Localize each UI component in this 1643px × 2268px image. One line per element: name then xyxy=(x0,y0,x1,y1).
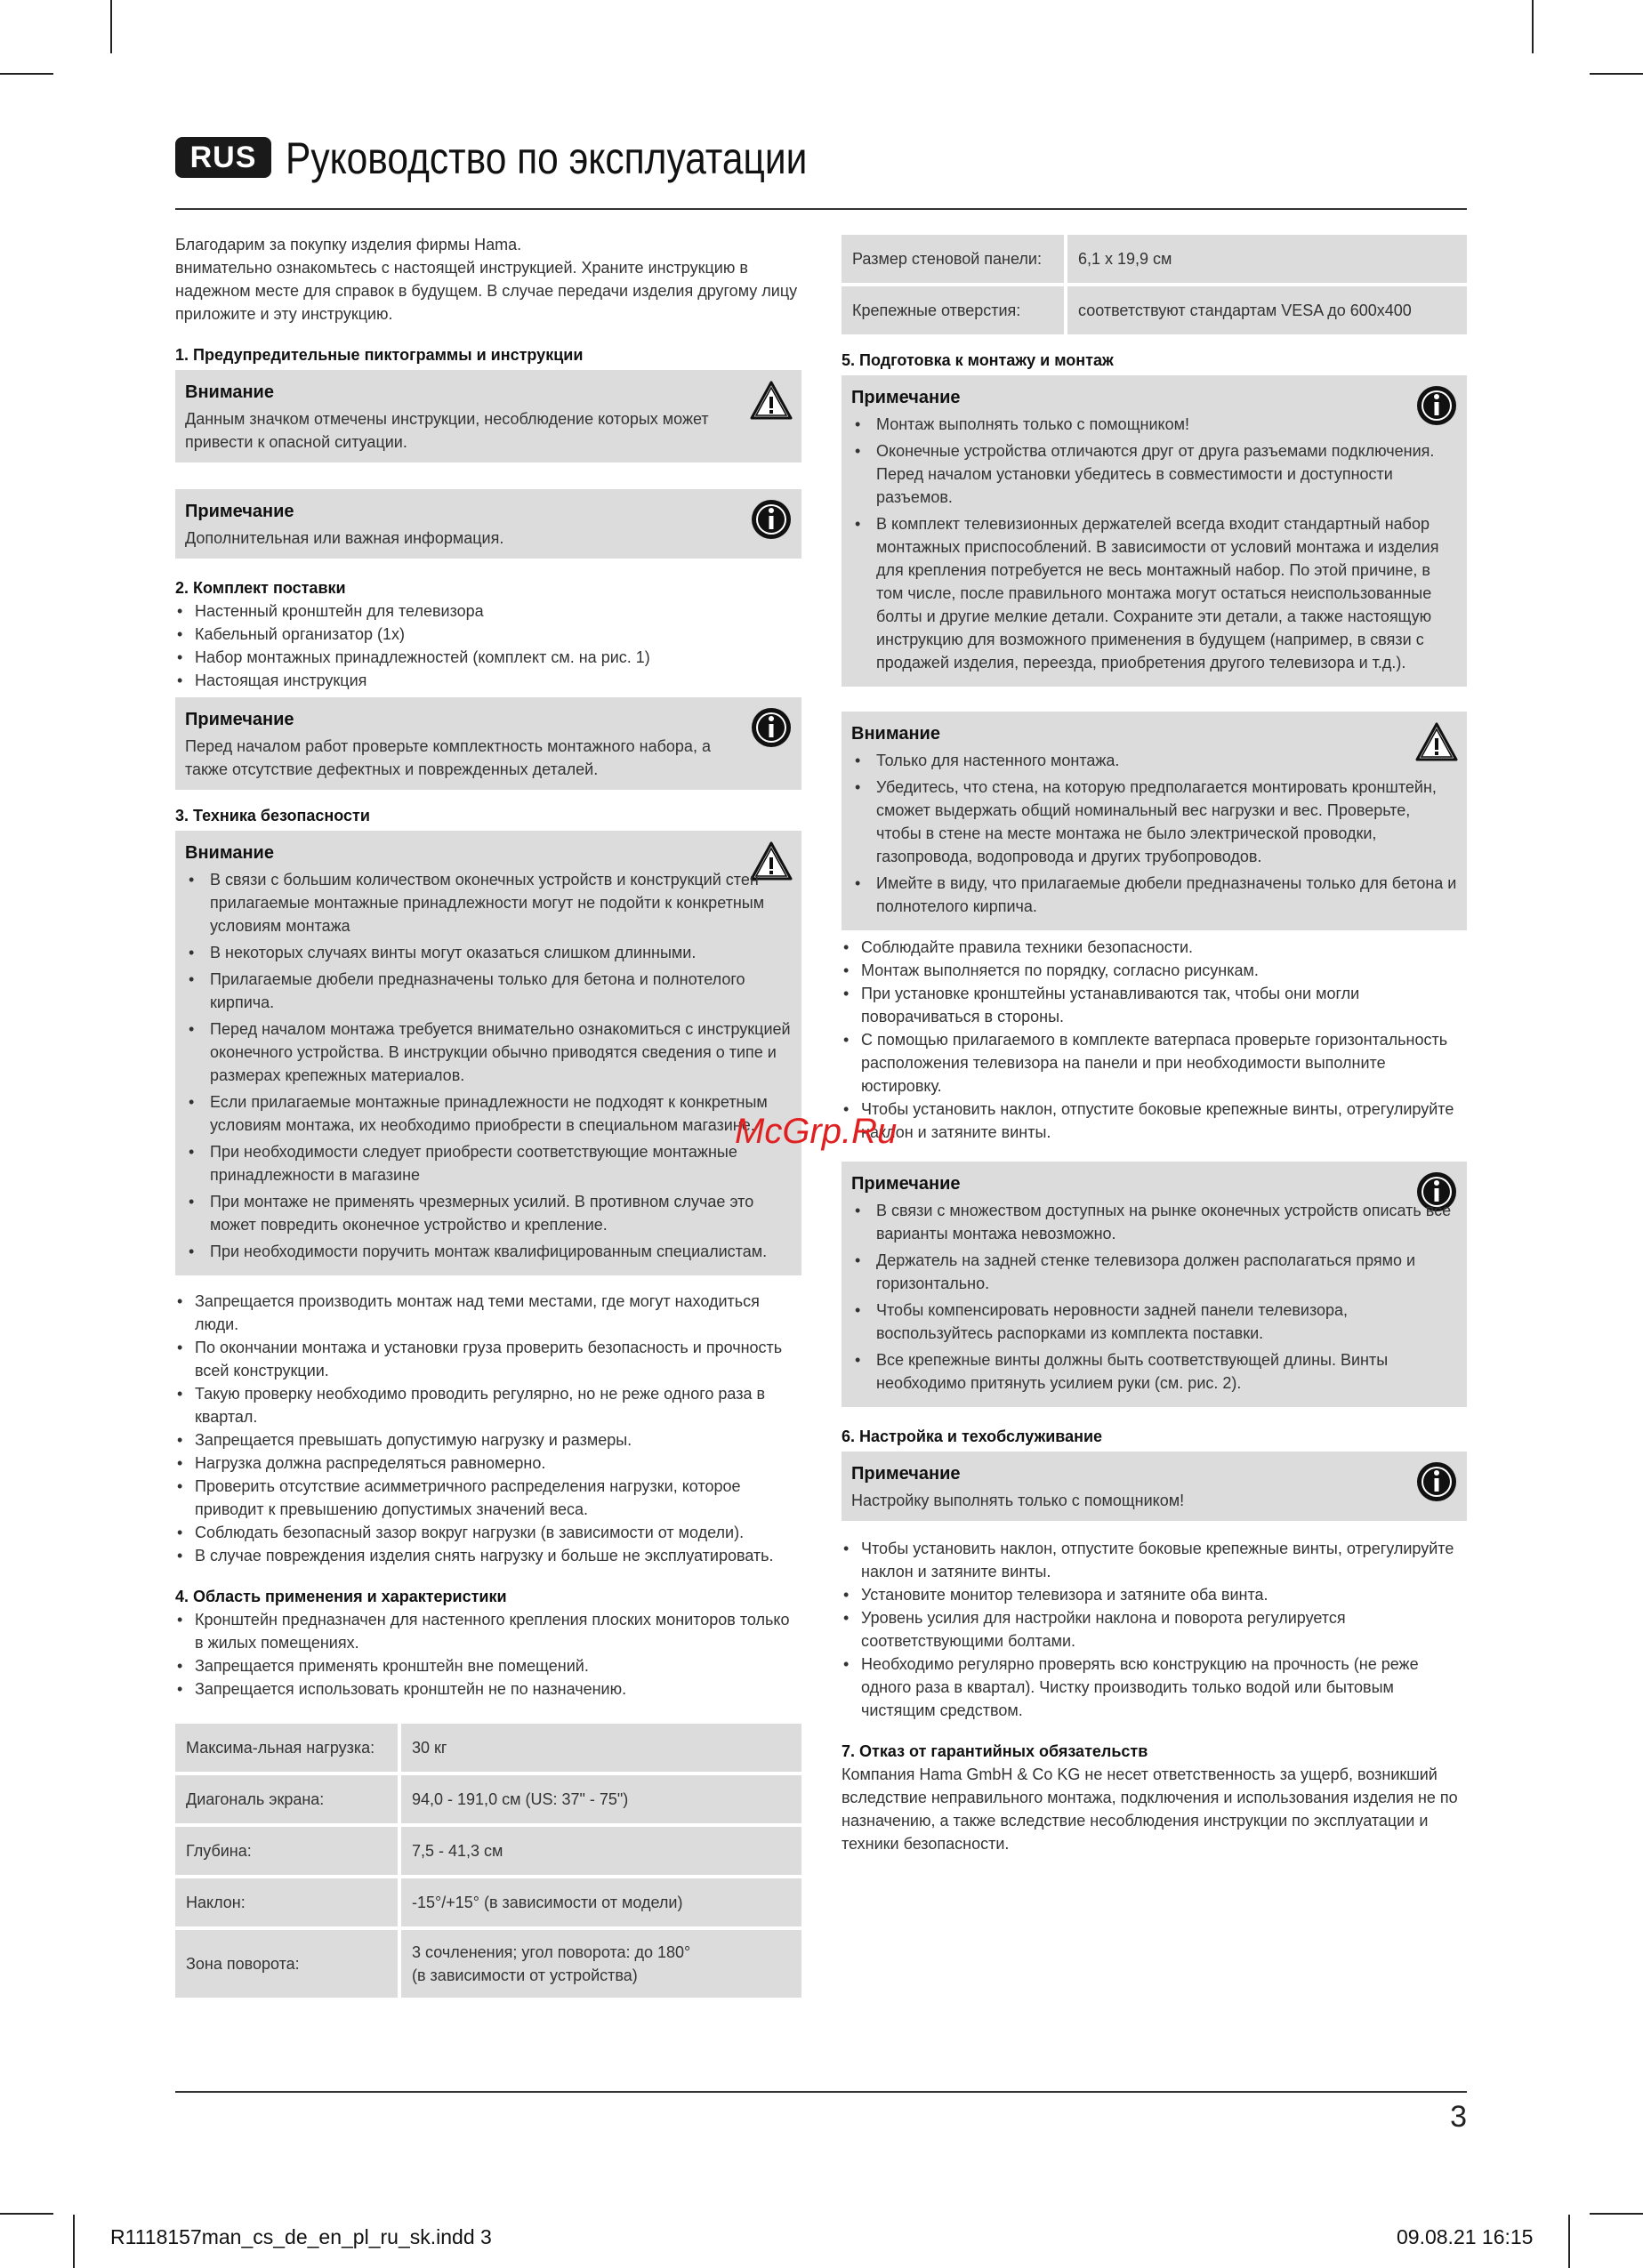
list-item: • Проверить отсутствие асимметричного распределения нагрузки, которое приводит к превышению допустимых значений веса. xyxy=(175,1475,801,1521)
table-row xyxy=(842,286,1467,334)
spec-value: 94,0 - 191,0 см (US: 37" - 75") xyxy=(401,1775,801,1823)
list-item: • Если прилагаемые монтажные принадлежности не подходят к конкретным условиям монтажа, их необходимо приобрести в специальном магазине. xyxy=(185,1090,793,1137)
list-item: • Перед началом монтажа требуется внимательно ознакомиться с инструкцией оконечного устройства. В инструкции обычно приводятся сведения о типе и размерах крепежных материалов. xyxy=(185,1017,793,1087)
spec-value: -15°/+15° (в зависимости от модели) xyxy=(401,1878,801,1926)
note-title: Примечание xyxy=(185,710,294,729)
table-row xyxy=(175,1930,801,1998)
warning-box xyxy=(175,831,801,1275)
warning-text: Данным значком отмечены инструкции, несоблюдение которых может привести к опасной ситуации. xyxy=(185,410,709,451)
spec-label: Глубина: xyxy=(175,1827,401,1875)
list-item: • Настенный кронштейн для телевизора xyxy=(175,599,801,623)
note-box xyxy=(842,375,1467,687)
list-item: • Необходимо регулярно проверять всю конструкцию на прочность (не реже одного раза в квартал). Чистку производить только водой или бытовым чистящим средством. xyxy=(842,1653,1467,1722)
crop-mark xyxy=(0,2213,53,2215)
list-item: • Оконечные устройства отличаются друг от друга разъемами подключения. Перед началом установки убедитесь в совместимости и доступности разъемов. xyxy=(851,439,1458,509)
crop-mark xyxy=(110,0,112,53)
page-number: 3 xyxy=(1450,2100,1467,2134)
section-5-title: 5. Подготовка к монтажу и монтаж xyxy=(842,351,1114,369)
list-item: • Монтаж выполнять только с помощником! xyxy=(851,413,1458,436)
section-3-title: 3. Техника безопасности xyxy=(175,807,370,824)
note-title: Примечание xyxy=(851,1464,961,1484)
list-item: • Запрещается использовать кронштейн не по назначению. xyxy=(175,1677,801,1701)
warning-triangle-icon xyxy=(750,379,793,422)
crop-mark xyxy=(1532,0,1534,53)
spec-table-right xyxy=(842,231,1467,338)
list-item: • В связи с множеством доступных на рынке оконечных устройств описать все варианты монтажа невозможно. xyxy=(851,1199,1458,1245)
section-2-title: 2. Комплект поставки xyxy=(175,579,346,597)
mounting-list xyxy=(842,936,1467,1144)
language-badge: RUS xyxy=(175,137,271,178)
usage-list xyxy=(175,1608,801,1701)
spec-value-cell xyxy=(401,1930,801,1998)
list-item: • Запрещается применять кронштейн вне помещений. xyxy=(175,1654,801,1677)
info-icon xyxy=(750,498,793,541)
note-title: Примечание xyxy=(185,502,294,521)
list-item: • В связи с большим количеством оконечных устройств и конструкций стен прилагаемые монтажные принадлежности могут не подойти к конкретным условиям монтажа xyxy=(185,868,793,937)
list-item: • В комплект телевизионных держателей всегда входит стандартный набор монтажных приспособлений. В зависимости от условий монтажа и изделия для крепления потребуется не весь монтажный набор. По этой причине, в том числе, после правильного монтажа могут остаться неиспользованные болты и другие мелкие детали. Сохраните эти детали, а также настоящую инструкцию для возможного применения в будущем (например, в связи с продажей изделия, переезда, приобретения другого телевизора и т.д.). xyxy=(851,512,1458,674)
note-text: Дополнительная или важная информация. xyxy=(185,529,504,547)
list-item: • Имейте в виду, что прилагаемые дюбели предназначены только для бетона и полнотелого кирпича. xyxy=(851,872,1458,918)
page-header xyxy=(175,133,1467,210)
crop-mark xyxy=(73,2215,75,2268)
note-title: Примечание xyxy=(851,388,961,407)
right-column xyxy=(842,235,1467,1855)
list-item: • Чтобы компенсировать неровности задней панели телевизора, воспользуйтесь распорками из комплекта поставки. xyxy=(851,1299,1458,1345)
section-6-title: 6. Настройка и техобслуживание xyxy=(842,1428,1103,1445)
section-7-title: 7. Отказ от гарантийных обязательств xyxy=(842,1742,1148,1760)
list-item: • Уровень усилия для настройки наклона и поворота регулируется соответствующими болтами. xyxy=(842,1606,1467,1653)
left-column xyxy=(175,233,801,2001)
intro-line2: внимательно ознакомьтесь с настоящей инструкцией. Храните инструкцию в надежном месте для справок в будущем. В случае передачи изделия другому лицу приложите и эту инструкцию. xyxy=(175,259,798,323)
spec-value: 30 кг xyxy=(401,1724,801,1772)
warning-box xyxy=(175,370,801,462)
spec-value: соответствуют стандартам VESA до 600x400 xyxy=(1067,286,1467,334)
section-4-title: 4. Область применения и характеристики xyxy=(175,1588,507,1605)
list-item: • Настоящая инструкция xyxy=(175,669,801,692)
warning-title: Внимание xyxy=(185,843,274,863)
list-item: • При монтаже не применять чрезмерных усилий. В противном случае это может повредить оконечное устройство и крепление. xyxy=(185,1190,793,1236)
list-item: • Запрещается превышать допустимую нагрузку и размеры. xyxy=(175,1428,801,1452)
list-item: • Все крепежные винты должны быть соответствующей длины. Винты необходимо притянуть усилием руки (см. рис. 2). xyxy=(851,1348,1458,1395)
note-box xyxy=(175,489,801,559)
note-list xyxy=(851,413,1458,674)
list-item: • В случае повреждения изделия снять нагрузку и больше не эксплуатировать. xyxy=(175,1544,801,1567)
spec-table xyxy=(175,1720,801,2001)
package-list xyxy=(175,599,801,692)
list-item: • По окончании монтажа и установки груза проверить безопасность и прочность всей конструкции. xyxy=(175,1336,801,1382)
list-item: • С помощью прилагаемого в комплекте ватерпаса проверьте горизонтальность расположения телевизора на панели и при необходимости выполните юстировку. xyxy=(842,1028,1467,1098)
crop-mark xyxy=(1590,2213,1643,2215)
slug-file: R1118157man_cs_de_en_pl_ru_sk.indd 3 xyxy=(110,2225,492,2248)
disclaimer-text: Компания Hama GmbH & Co KG не несет ответственность за ущерб, возникший вследствие неправильного монтажа, подключения и использования изделия не по назначению, а также вследствие несоблюдения инструкции по эксплуатации и техники безопасности. xyxy=(842,1765,1458,1853)
list-item: • Кронштейн предназначен для настенного крепления плоских мониторов только в жилых помещениях. xyxy=(175,1608,801,1654)
intro-line1: Благодарим за покупку изделия фирмы Hama. xyxy=(175,236,522,253)
list-item: • При необходимости поручить монтаж квалифицированным специалистам. xyxy=(185,1240,793,1263)
note-text: Настройку выполнять только с помощником! xyxy=(851,1492,1185,1509)
note-box xyxy=(842,1162,1467,1407)
spec-label: Зона поворота: xyxy=(175,1930,401,1998)
warning-title: Внимание xyxy=(851,724,940,744)
spec-label: Крепежные отверстия: xyxy=(842,286,1067,334)
note-title: Примечание xyxy=(851,1174,961,1194)
table-row xyxy=(175,1878,801,1926)
table-row xyxy=(175,1827,801,1875)
note-box xyxy=(175,697,801,790)
warning-box xyxy=(842,712,1467,930)
list-item: • Набор монтажных принадлежностей (комплект см. на рис. 1) xyxy=(175,646,801,669)
crop-mark xyxy=(0,73,53,75)
list-item: • В некоторых случаях винты могут оказаться слишком длинными. xyxy=(185,941,793,964)
table-row xyxy=(175,1775,801,1823)
table-row xyxy=(175,1724,801,1772)
list-item: • Нагрузка должна распределяться равномерно. xyxy=(175,1452,801,1475)
list-item: • Установите монитор телевизора и затяните оба винта. xyxy=(842,1583,1467,1606)
list-item: • Кабельный организатор (1x) xyxy=(175,623,801,646)
footer-rule xyxy=(175,2091,1467,2093)
table-row xyxy=(842,235,1467,283)
spec-label: Максима-льная нагрузка: xyxy=(175,1724,401,1772)
crop-mark xyxy=(1568,2215,1570,2268)
spec-value: 6,1 x 19,9 см xyxy=(1067,235,1467,283)
spec-value-note: (в зависимости от устройства) xyxy=(412,1966,638,1984)
list-item: • Соблюдайте правила техники безопасности. xyxy=(842,936,1467,959)
info-icon xyxy=(750,706,793,749)
list-item: • Соблюдать безопасный зазор вокруг нагрузки (в зависимости от модели). xyxy=(175,1521,801,1544)
slug-date: 09.08.21 16:15 xyxy=(1397,2225,1534,2248)
note-text: Перед началом работ проверьте комплектность монтажного набора, а также отсутствие дефектных и поврежденных деталей. xyxy=(185,737,711,778)
warning-list xyxy=(851,749,1458,918)
list-item: • Запрещается производить монтаж над теми местами, где могут находиться люди. xyxy=(175,1290,801,1336)
crop-mark xyxy=(1590,73,1643,75)
watermark: McGrp.Ru xyxy=(735,1112,898,1151)
list-item: • Чтобы установить наклон, отпустите боковые крепежные винты, отрегулируйте наклон и затяните винты. xyxy=(842,1537,1467,1583)
list-item: • Такую проверку необходимо проводить регулярно, но не реже одного раза в квартал. xyxy=(175,1382,801,1428)
list-item: • Чтобы установить наклон, отпустите боковые крепежные винты, отрегулируйте наклон и затяните винты. xyxy=(842,1098,1467,1144)
spec-value: 7,5 - 41,3 см xyxy=(401,1827,801,1875)
warning-title: Внимание xyxy=(185,382,274,402)
spec-label: Размер стеновой панели: xyxy=(842,235,1067,283)
spec-value: 3 сочленения; угол поворота: до 180° xyxy=(412,1943,691,1961)
list-item: • Монтаж выполняется по порядку, согласно рисункам. xyxy=(842,959,1467,982)
warning-list xyxy=(185,868,793,1263)
note-box xyxy=(842,1452,1467,1521)
maintenance-list xyxy=(842,1537,1467,1722)
spec-label: Диагональ экрана: xyxy=(175,1775,401,1823)
list-item: • Убедитесь, что стена, на которую предполагается монтировать кронштейн, сможет выдержать общий номинальный вес нагрузки и вес. Проверьте, чтобы в стене на месте монтажа не было электрической проводки, газопровода, водопровода и других трубопроводов. xyxy=(851,776,1458,868)
info-icon xyxy=(1415,1460,1458,1503)
section-1-title: 1. Предупредительные пиктограммы и инструкции xyxy=(175,346,584,364)
list-item: • Прилагаемые дюбели предназначены только для бетона и полнотелого кирпича. xyxy=(185,968,793,1014)
list-item: • Держатель на задней стенке телевизора должен располагаться прямо и горизонтально. xyxy=(851,1249,1458,1295)
spec-label: Наклон: xyxy=(175,1878,401,1926)
note-list xyxy=(851,1199,1458,1395)
safety-list xyxy=(175,1290,801,1567)
list-item: • Только для настенного монтажа. xyxy=(851,749,1458,772)
page-title: Руководство по эксплуатации xyxy=(286,133,808,183)
list-item: • При установке кронштейны устанавливаются так, чтобы они могли поворачиваться в стороны. xyxy=(842,982,1467,1028)
list-item: • При необходимости следует приобрести соответствующие монтажные принадлежности в магазине xyxy=(185,1140,793,1186)
